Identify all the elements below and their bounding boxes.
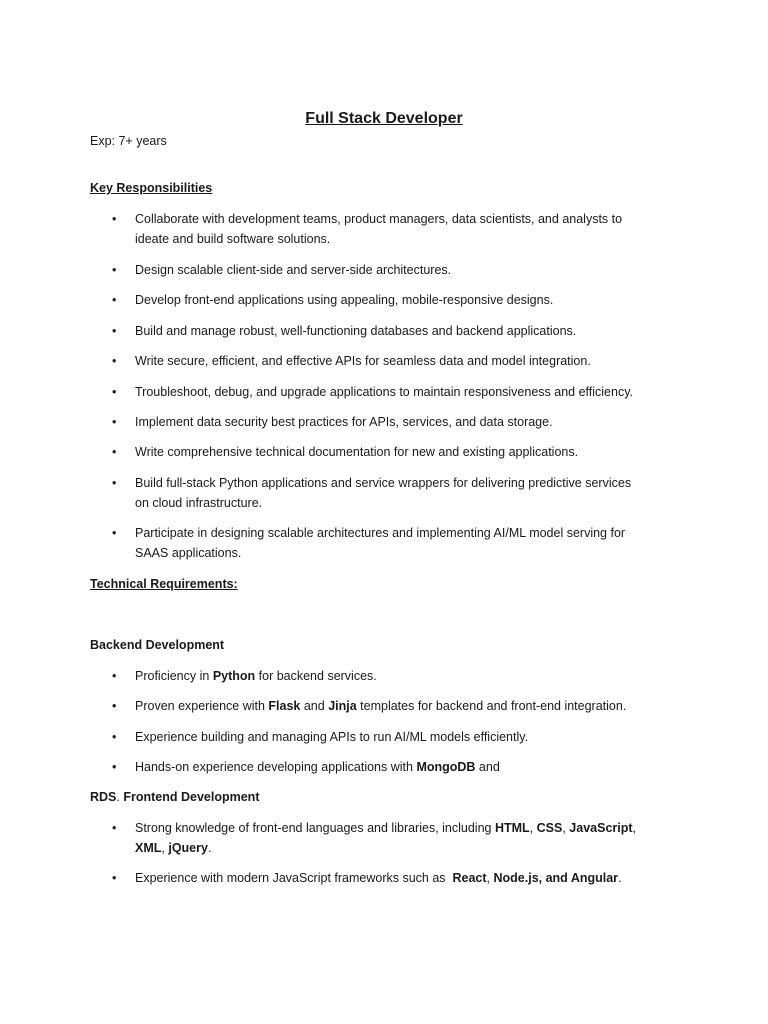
- list-item: • Hands-on experience developing applications with MongoDB and: [0, 757, 645, 777]
- list-item: • Proven experience with Flask and Jinja templates for backend and front-end integration.: [0, 696, 645, 716]
- backend-heading: Backend Development: [90, 638, 225, 652]
- list-item: • Proficiency in Python for backend services.: [0, 666, 645, 686]
- list-item: • Develop front-end applications using appealing, mobile-responsive designs.: [0, 290, 645, 310]
- list-item: • Design scalable client-side and server-side architectures.: [0, 260, 645, 280]
- list-item: • Implement data security best practices for APIs, services, and data storage.: [0, 412, 645, 432]
- list-item: • Collaborate with development teams, product managers, data scientists, and analysts to ideate and build software solutions.: [0, 209, 645, 249]
- technical-requirements-heading: Technical Requirements:: [90, 577, 238, 591]
- list-item: • Strong knowledge of front-end languages and libraries, including HTML, CSS, JavaScript, XML, jQuery.: [0, 818, 645, 858]
- list-item: • Participate in designing scalable architectures and implementing AI/ML model serving for SAAS applications.: [0, 523, 645, 563]
- list-item: • Experience building and managing APIs to run AI/ML models efficiently.: [0, 727, 645, 747]
- list-item: • Write secure, efficient, and effective APIs for seamless data and model integration.: [0, 351, 645, 371]
- frontend-heading-line: RDS. Frontend Development: [90, 790, 260, 804]
- page-title: Full Stack Developer: [305, 110, 463, 127]
- list-item: • Experience with modern JavaScript frameworks such as React, Node.js, and Angular.: [0, 868, 645, 888]
- list-item: • Build and manage robust, well-functioning databases and backend applications.: [0, 321, 645, 341]
- list-item: • Build full-stack Python applications and service wrappers for delivering predictive services on cloud infrastructure.: [0, 473, 645, 513]
- key-responsibilities-heading: Key Responsibilities: [90, 181, 213, 195]
- list-item: • Troubleshoot, debug, and upgrade applications to maintain responsiveness and efficiency.: [0, 382, 645, 402]
- list-item: • Write comprehensive technical documentation for new and existing applications.: [0, 442, 645, 462]
- experience-text: Exp: 7+ years: [90, 134, 167, 148]
